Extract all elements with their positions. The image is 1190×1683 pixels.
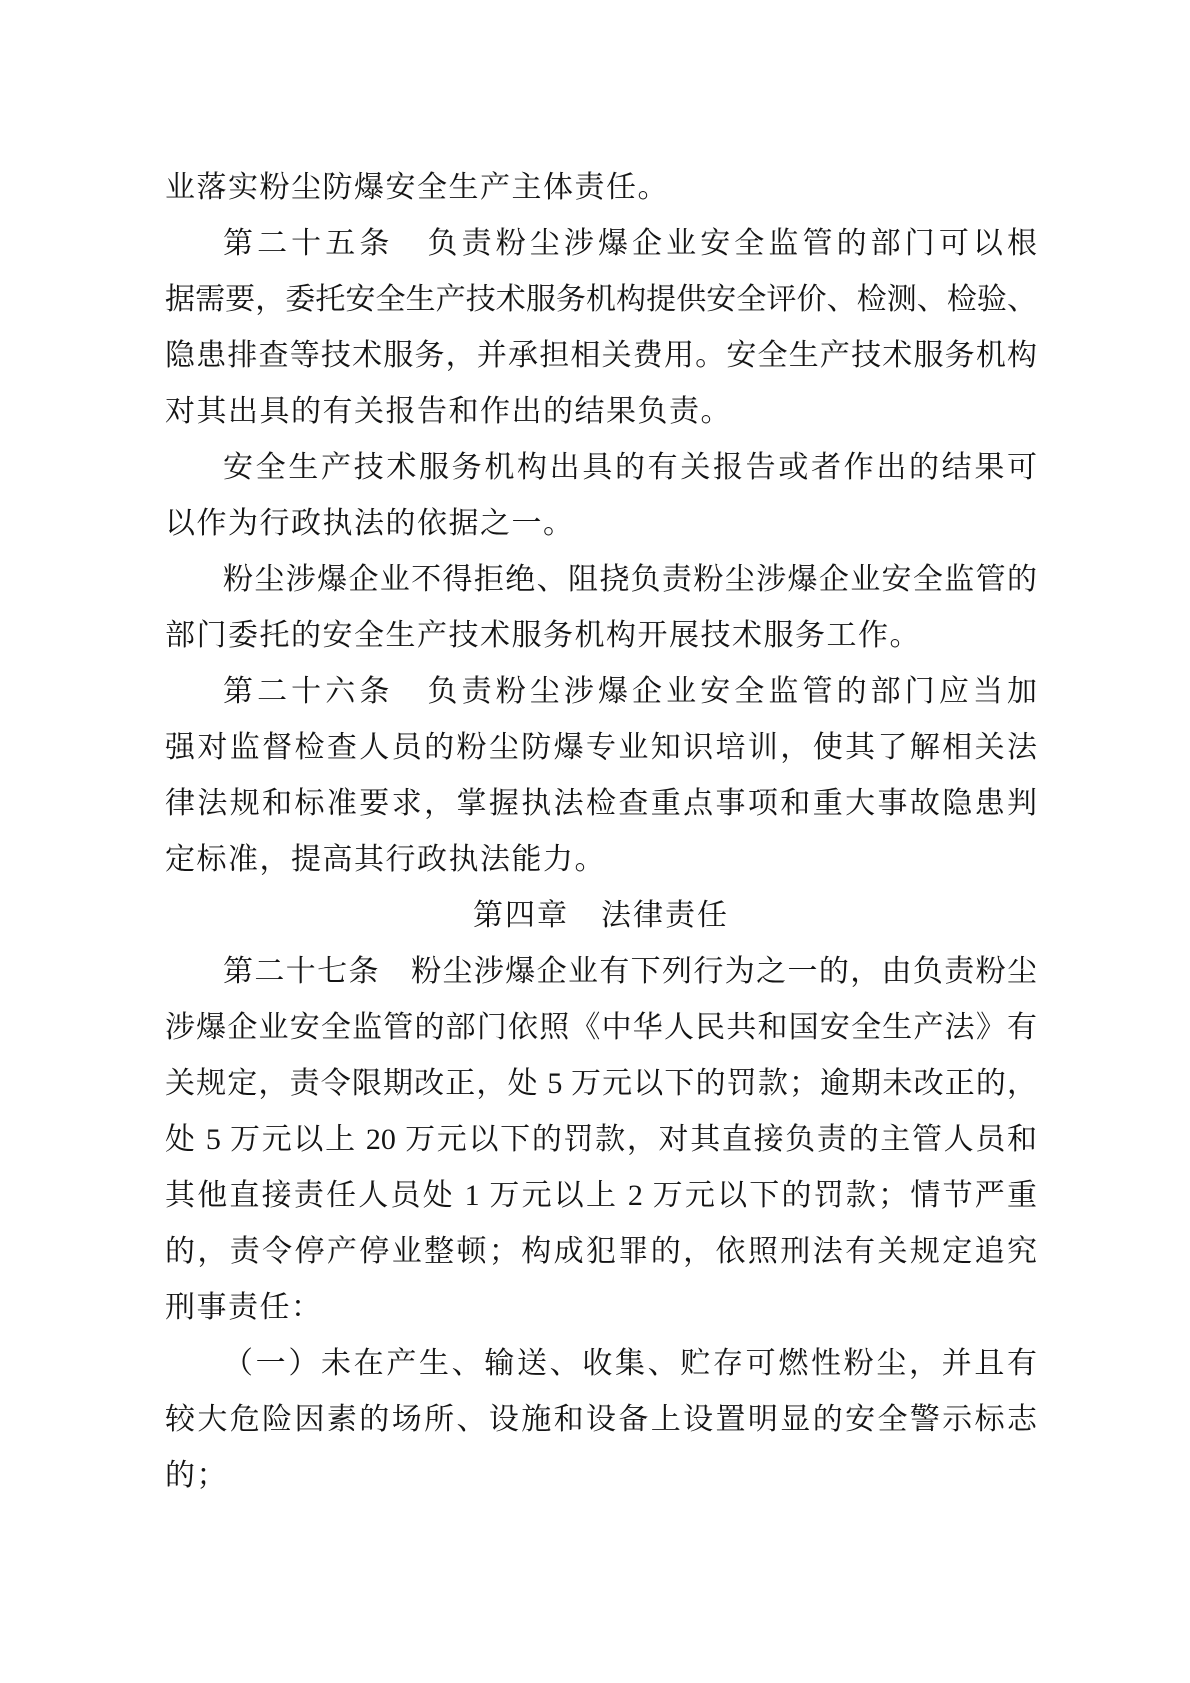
text-line: 第二十六条 负责粉尘涉爆企业安全监管的部门应当加 <box>223 675 1037 708</box>
text-line: 刑事责任： <box>165 1291 323 1324</box>
text-line: 强对监督检查人员的粉尘防爆专业知识培训，使其了解相关法 <box>165 731 1037 764</box>
text-line: 的，责令停产停业整顿；构成犯罪的，依照刑法有关规定追究 <box>165 1235 1037 1268</box>
text-line: 业落实粉尘防爆安全生产主体责任。 <box>165 171 669 204</box>
text-line: 部门委托的安全生产技术服务机构开展技术服务工作。 <box>165 619 921 652</box>
text-line: 第二十五条 负责粉尘涉爆企业安全监管的部门可以根 <box>223 227 1037 260</box>
text-line: 对其出具的有关报告和作出的结果负责。 <box>165 395 732 428</box>
document-text-block <box>165 160 1037 1504</box>
text-line: 关规定，责令限期改正，处 5 万元以下的罚款；逾期未改正的， <box>165 1067 1037 1100</box>
text-line: 的； <box>165 1459 228 1492</box>
text-line: 律法规和标准要求，掌握执法检查重点事项和重大事故隐患判 <box>165 787 1037 820</box>
text-line: 据需要，委托安全生产技术服务机构提供安全评价、检测、检验、 <box>165 283 1037 316</box>
text-line: 定标准，提高其行政执法能力。 <box>165 843 606 876</box>
text-line: （一）未在产生、输送、收集、贮存可燃性粉尘，并且有 <box>223 1347 1037 1380</box>
text-line: 处 5 万元以上 20 万元以下的罚款，对其直接负责的主管人员和 <box>165 1123 1037 1156</box>
text-line: 粉尘涉爆企业不得拒绝、阻挠负责粉尘涉爆企业安全监管的 <box>223 563 1037 596</box>
text-line: 涉爆企业安全监管的部门依照《中华人民共和国安全生产法》有 <box>165 1011 1037 1044</box>
text-line: 其他直接责任人员处 1 万元以上 2 万元以下的罚款；情节严重 <box>165 1179 1037 1212</box>
text-line: 第二十七条 粉尘涉爆企业有下列行为之一的，由负责粉尘 <box>223 955 1037 988</box>
text-line: 以作为行政执法的依据之一。 <box>165 507 575 540</box>
chapter-heading: 第四章 法律责任 <box>473 899 729 932</box>
text-line: 安全生产技术服务机构出具的有关报告或者作出的结果可 <box>223 451 1037 484</box>
text-line: 较大危险因素的场所、设施和设备上设置明显的安全警示标志 <box>165 1403 1037 1436</box>
text-line: 隐患排查等技术服务，并承担相关费用。安全生产技术服务机构 <box>165 339 1037 372</box>
